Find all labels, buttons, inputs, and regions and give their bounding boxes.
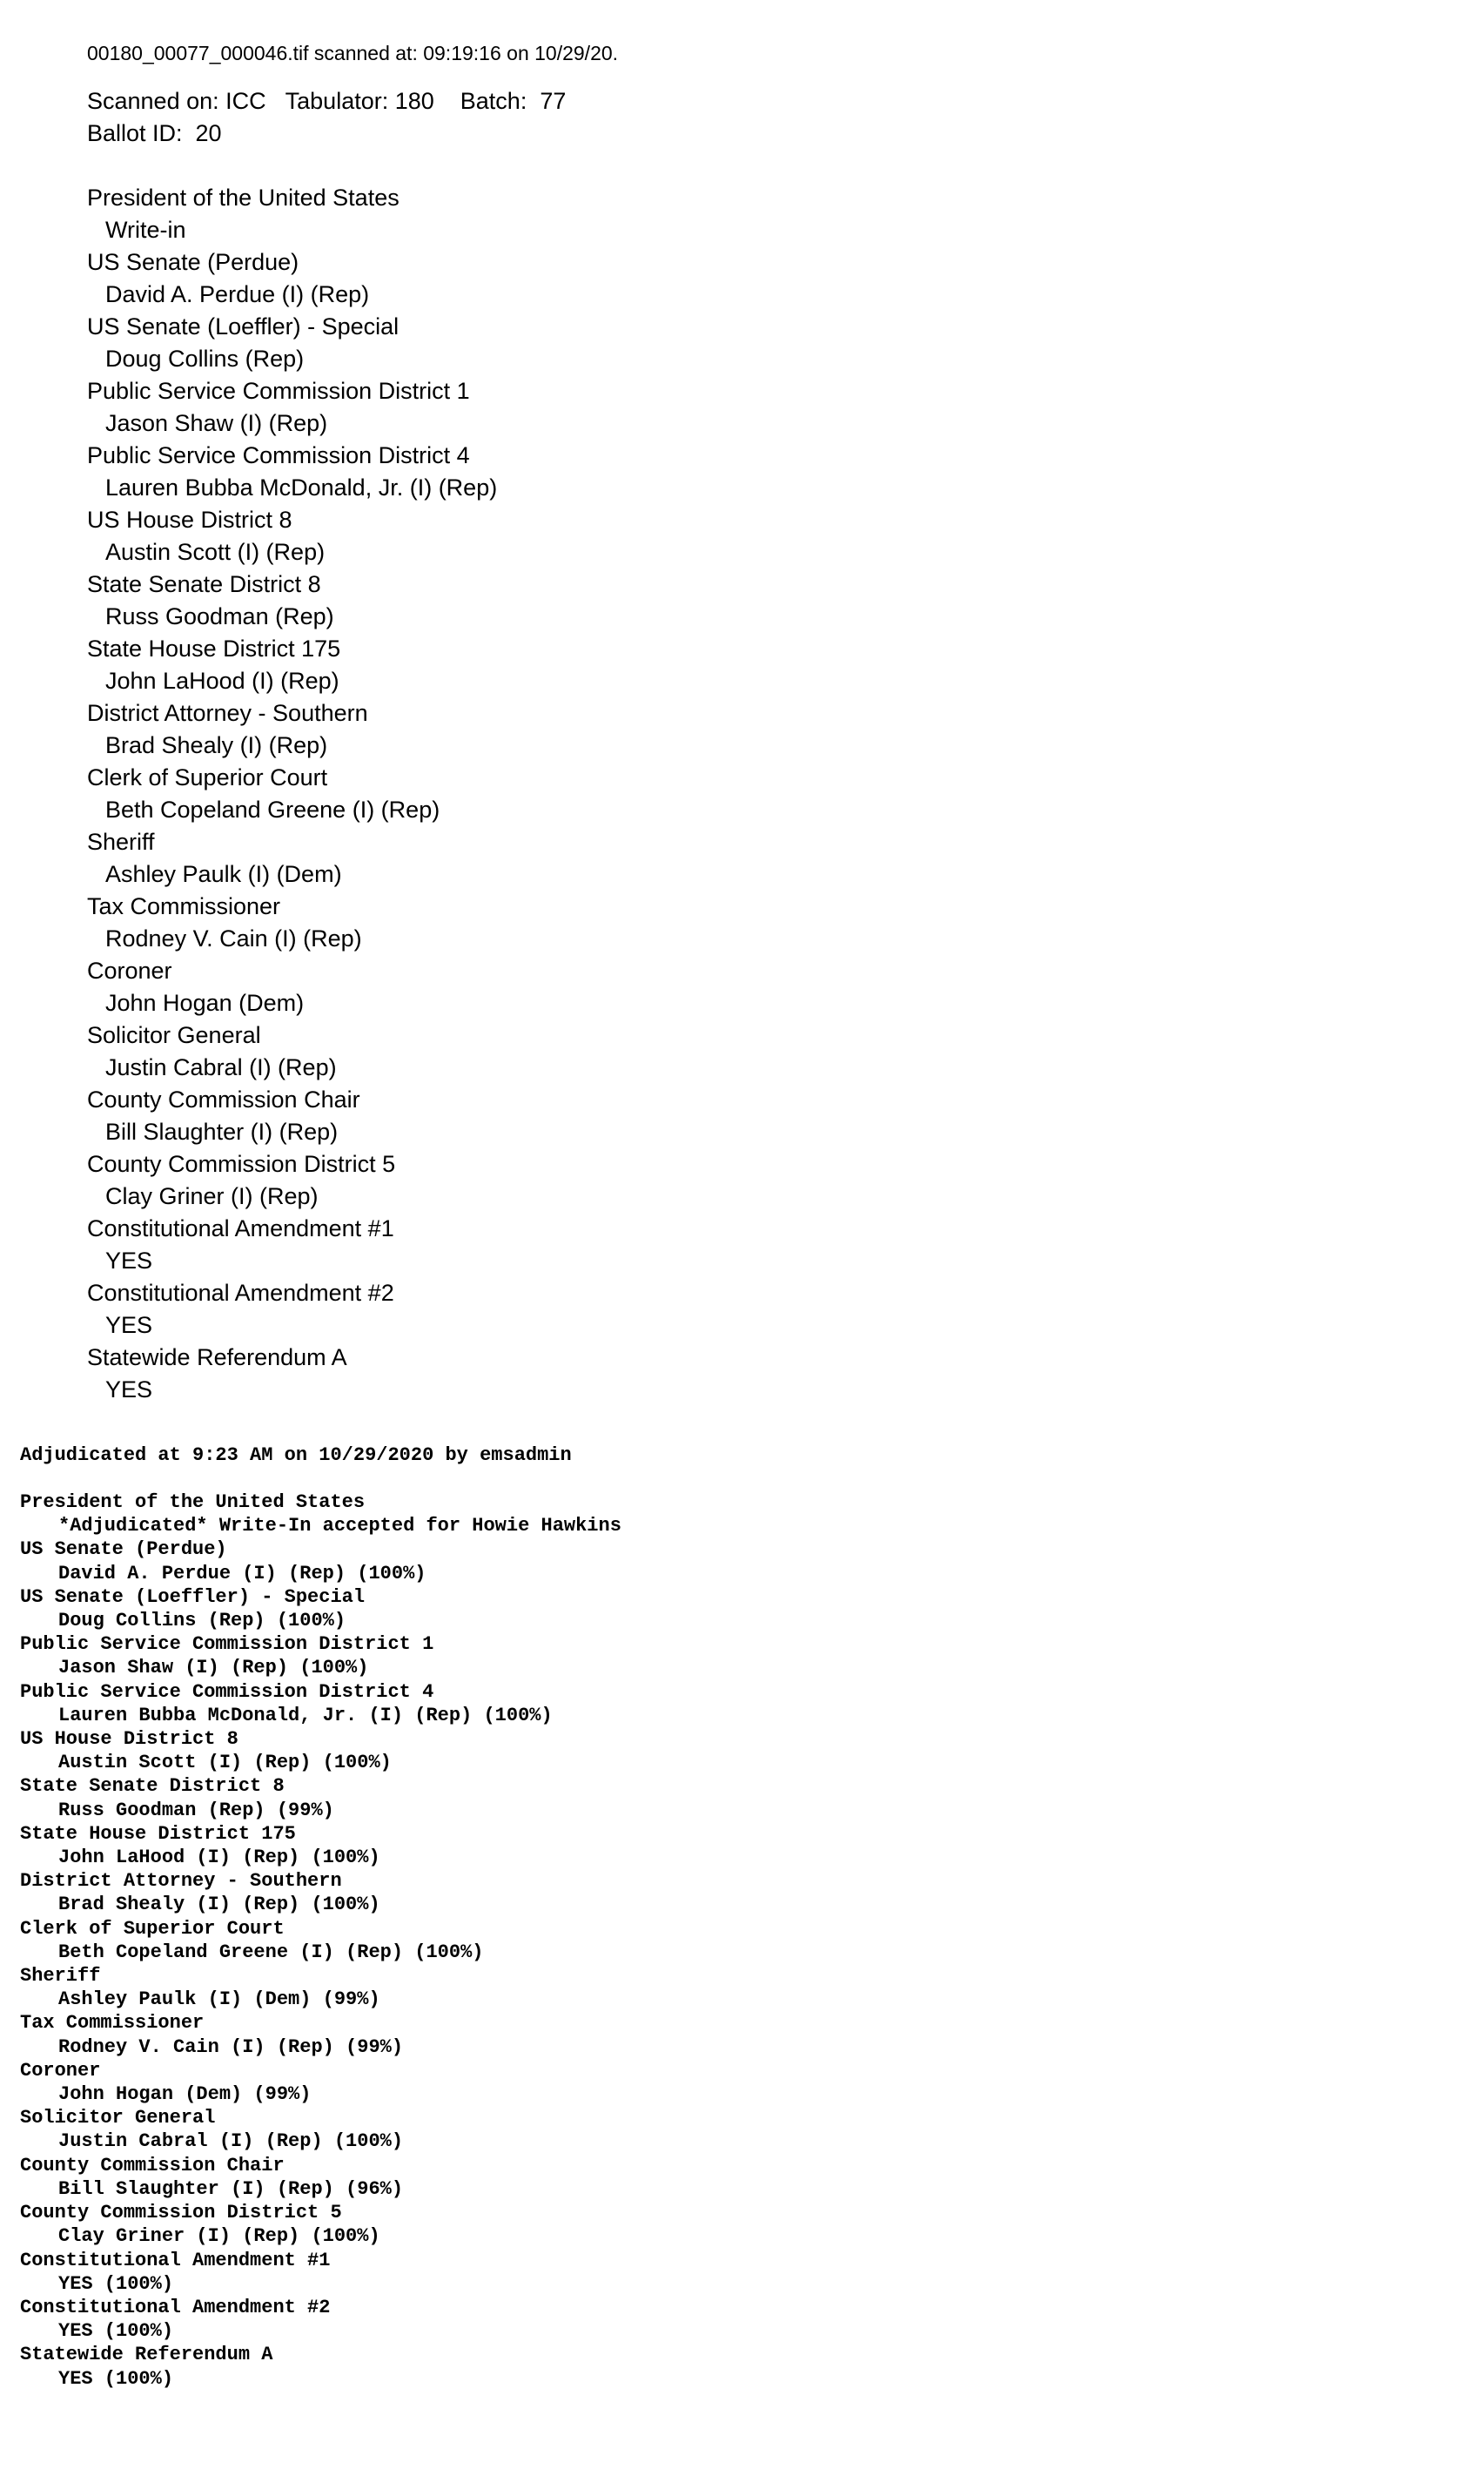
race — [87, 891, 618, 955]
race-choice: Brad Shealy (I) (Rep) — [105, 732, 328, 758]
race — [87, 1277, 618, 1342]
race-choice: YES — [105, 1376, 153, 1403]
adjudicated-race-choice: John LaHood (I) (Rep) (100%) — [58, 1847, 380, 1869]
race-choice: Rodney V. Cain (I) (Rep) — [105, 925, 362, 952]
adjudicated-race-title: Public Service Commission District 1 — [20, 1633, 434, 1656]
adjudicated-race — [20, 1964, 621, 2011]
race-choice: YES — [105, 1248, 153, 1274]
adjudicated-race-title: President of the United States — [20, 1491, 366, 1513]
race-title: US House District 8 — [87, 507, 292, 533]
race-title: Solicitor General — [87, 1022, 261, 1048]
adjudicated-race-title: US House District 8 — [20, 1728, 238, 1751]
adjudicated-race-title: District Attorney - Southern — [20, 1870, 342, 1893]
race — [87, 1084, 618, 1148]
adjudicated-race-choice: Austin Scott (I) (Rep) (100%) — [58, 1752, 392, 1774]
adjudicated-race — [20, 2201, 621, 2248]
adjudicated-race-title: Tax Commissioner — [20, 2012, 205, 2035]
race — [87, 955, 618, 1019]
race-choice: Beth Copeland Greene (I) (Rep) — [105, 797, 440, 823]
adjudicated-race-title: State Senate District 8 — [20, 1775, 285, 1798]
adjudicated-race-title: Solicitor General — [20, 2107, 216, 2129]
adjudicated-race-choice: *Adjudicated* Write-In accepted for Howie Hawkins — [58, 1515, 621, 1537]
race-choice: Jason Shaw (I) (Rep) — [105, 410, 328, 436]
adjudicated-race — [20, 1917, 621, 1964]
adjudicated-race-choice: Jason Shaw (I) (Rep) (100%) — [58, 1657, 369, 1679]
race-choice: Bill Slaughter (I) (Rep) — [105, 1119, 339, 1145]
adjudicated-race — [20, 1632, 621, 1679]
adjudicated-race-choice: Clay Griner (I) (Rep) (100%) — [58, 2225, 380, 2248]
race-title: Sheriff — [87, 829, 155, 855]
race — [87, 697, 618, 762]
race-title: Clerk of Superior Court — [87, 764, 328, 790]
adjudicated-race-choice: Rodney V. Cain (I) (Rep) (99%) — [58, 2035, 404, 2058]
race-title: District Attorney - Southern — [87, 700, 368, 726]
adjudicated-race-choice: Brad Shealy (I) (Rep) (100%) — [58, 1894, 380, 1916]
race — [87, 568, 618, 633]
adjudication-section — [20, 1443, 621, 2391]
race-choice: Write-in — [105, 217, 186, 243]
adjudication-header: Adjudicated at 9:23 AM on 10/29/2020 by emsadmin — [20, 1444, 572, 1466]
race-choice: YES — [105, 1312, 153, 1338]
race-choice: David A. Perdue (I) (Rep) — [105, 281, 370, 307]
race-choice: John LaHood (I) (Rep) — [105, 668, 339, 694]
race-choice: Ashley Paulk (I) (Dem) — [105, 861, 342, 887]
adjudicated-race-title: Sheriff — [20, 1965, 101, 1988]
adjudicated-race-choice: YES (100%) — [58, 2320, 174, 2343]
race — [87, 311, 618, 375]
adjudicated-race-choice: David A. Perdue (I) (Rep) (100%) — [58, 1562, 426, 1584]
ballot-id-line: Ballot ID: 20 — [87, 120, 222, 146]
race-title: County Commission District 5 — [87, 1151, 396, 1177]
adjudicated-race-choice: Russ Goodman (Rep) (99%) — [58, 1799, 334, 1821]
adjudicated-race — [20, 2296, 621, 2343]
adjudicated-race-title: County Commission Chair — [20, 2154, 285, 2176]
race — [87, 246, 618, 311]
adjudicated-race-choice: Lauren Bubba McDonald, Jr. (I) (Rep) (100%) — [58, 1704, 553, 1726]
race — [87, 1342, 618, 1406]
race-choice: Clay Griner (I) (Rep) — [105, 1183, 319, 1209]
race-choice: John Hogan (Dem) — [105, 990, 305, 1016]
race-title: Coroner — [87, 958, 172, 984]
adjudicated-race — [20, 2154, 621, 2201]
scan-file-line: 00180_00077_000046.tif scanned at: 09:19:16 on 10/29/20. — [87, 42, 619, 64]
race-title: President of the United States — [87, 185, 400, 211]
spacer — [87, 150, 618, 182]
adjudicated-race — [20, 1774, 621, 1821]
adjudicated-race-title: Coroner — [20, 2059, 101, 2082]
adjudicated-race-title: US Senate (Perdue) — [20, 1538, 227, 1561]
adjudicated-race-title: State House District 175 — [20, 1822, 296, 1845]
adjudicated-race-choice: YES (100%) — [58, 2367, 174, 2390]
adjudicated-race — [20, 2011, 621, 2058]
adjudicated-race-title: Clerk of Superior Court — [20, 1917, 285, 1940]
adjudicated-race — [20, 1585, 621, 1632]
adjudicated-race-choice: YES (100%) — [58, 2272, 174, 2295]
adjudicated-race — [20, 1490, 621, 1537]
adjudicated-race — [20, 2343, 621, 2390]
race-title: US Senate (Loeffler) - Special — [87, 313, 400, 340]
race-title: State Senate District 8 — [87, 571, 321, 597]
race-choice: Doug Collins (Rep) — [105, 346, 305, 372]
adjudicated-race-title: County Commission District 5 — [20, 2202, 342, 2224]
race-title: Constitutional Amendment #2 — [87, 1280, 394, 1306]
scan-section — [87, 40, 618, 1406]
race-choice: Russ Goodman (Rep) — [105, 603, 334, 629]
adjudicated-race-choice: Doug Collins (Rep) (100%) — [58, 1610, 346, 1632]
adjudicated-race-choice: Justin Cabral (I) (Rep) (100%) — [58, 2130, 404, 2153]
adjudicated-race-choice: Ashley Paulk (I) (Dem) (99%) — [58, 1988, 380, 2011]
race — [87, 440, 618, 504]
adjudicated-race-title: Statewide Referendum A — [20, 2344, 273, 2366]
race — [87, 504, 618, 568]
race-choice: Austin Scott (I) (Rep) — [105, 539, 326, 565]
race — [87, 375, 618, 440]
adjudicated-race-title: Constitutional Amendment #1 — [20, 2249, 331, 2271]
ballot-race-list — [87, 182, 618, 1406]
race-title: State House District 175 — [87, 636, 341, 662]
scanned-on-line: Scanned on: ICC Tabulator: 180 Batch: 77 — [87, 88, 567, 114]
race — [87, 1213, 618, 1277]
race-title: Tax Commissioner — [87, 893, 281, 919]
adjudicated-race — [20, 1727, 621, 1774]
race-choice: Justin Cabral (I) (Rep) — [105, 1054, 337, 1080]
adjudicated-race-title: US Senate (Loeffler) - Special — [20, 1585, 366, 1608]
race — [87, 762, 618, 826]
race-choice: Lauren Bubba McDonald, Jr. (I) (Rep) — [105, 474, 498, 501]
adjudicated-race-title: Public Service Commission District 4 — [20, 1680, 434, 1703]
race — [87, 182, 618, 246]
race-title: County Commission Chair — [87, 1086, 360, 1113]
adjudicated-race — [20, 2249, 621, 2296]
race — [87, 826, 618, 891]
adjudicated-race — [20, 1869, 621, 1916]
race-title: US Senate (Perdue) — [87, 249, 299, 275]
race-title: Constitutional Amendment #1 — [87, 1215, 394, 1241]
adjudicated-race — [20, 1680, 621, 1727]
adjudicated-race — [20, 1822, 621, 1869]
race — [87, 1019, 618, 1084]
adjudicated-race — [20, 2106, 621, 2153]
adjudicated-race — [20, 2059, 621, 2106]
race — [87, 1148, 618, 1213]
race-title: Statewide Referendum A — [87, 1344, 347, 1370]
race — [87, 633, 618, 697]
adjudication-race-list — [20, 1490, 621, 2391]
adjudicated-race-choice: Bill Slaughter (I) (Rep) (96%) — [58, 2177, 404, 2200]
adjudicated-race-choice: Beth Copeland Greene (I) (Rep) (100%) — [58, 1941, 484, 1963]
race-title: Public Service Commission District 1 — [87, 378, 470, 404]
adjudicated-race — [20, 1537, 621, 1584]
adjudicated-race-title: Constitutional Amendment #2 — [20, 2296, 331, 2318]
race-title: Public Service Commission District 4 — [87, 442, 470, 468]
adjudicated-race-choice: John Hogan (Dem) (99%) — [58, 2083, 312, 2106]
